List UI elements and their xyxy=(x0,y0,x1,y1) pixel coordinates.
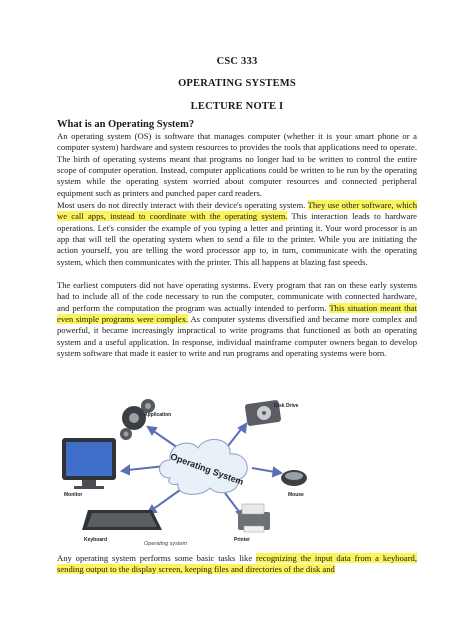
course-title: OPERATING SYSTEMS xyxy=(178,78,296,89)
application-gears-icon xyxy=(120,399,155,440)
paragraph-text: As computer systems diversified and became more complex and powerful, it became increasingly impractical to write programs that functioned as both an operating system and a useful application. In response, individual mainframe computer owners began to develop system software that made it easier to write and run programs and operating systems were born. xyxy=(57,314,417,359)
paragraph-basic-tasks xyxy=(57,553,417,576)
monitor-icon xyxy=(62,438,116,489)
printer-label: Printer xyxy=(234,537,251,543)
operating-system-diagram xyxy=(60,398,360,546)
paragraph-text: The earliest computers did not have operating systems. Every program that ran on these early systems had to include all of the code necessary to run the computer, communicate with connected hardware, and perform the computation the program was actually intended to perform. xyxy=(57,280,417,313)
highlighted-text: This situation meant that even simple programs were complex. xyxy=(57,302,417,325)
highlighted-text: They use other software, which we call apps, instead to coordinate with the operating system. xyxy=(57,200,417,222)
lecture-note-title: LECTURE NOTE I xyxy=(190,101,284,112)
highlighted-text: recognizing the input data from a keyboard, sending output to the display screen, keeping files and directories of the disk and xyxy=(57,553,417,575)
os-cloud-label: Operating System xyxy=(169,451,245,488)
paragraph-early-computers xyxy=(57,280,417,359)
disk-drive-label: Disk Drive xyxy=(274,403,299,409)
mouse-label: Mouse xyxy=(288,492,304,498)
mouse-icon xyxy=(281,470,307,486)
diagram-caption: Operating system xyxy=(144,541,188,546)
paragraph-text: Any operating system performs some basic tasks like xyxy=(57,553,257,563)
application-label: Application xyxy=(144,412,172,418)
paragraph-os-definition: An operating system (OS) is software that manages computer (whether it is your smart phone or a computer system) hardware and system resources to provides the tools that applications need to operate. The birth of operating systems meant that programs no longer had to be written to control the entire scope of computer operation. Instead, computer applications could be written to be run by the operating system while the operating system worried about computer resources and connected peripheral equipment such as printers and punched paper card readers. xyxy=(57,131,417,198)
printer-icon xyxy=(238,504,270,532)
paragraph-users-apps xyxy=(57,200,417,268)
monitor-label: Monitor xyxy=(64,492,83,498)
paragraph-text: Most users do not directly interact with their device's operating system. xyxy=(57,200,308,210)
keyboard-label: Keyboard xyxy=(84,537,108,543)
course-code: CSC 333 xyxy=(216,56,258,67)
os-cloud-icon xyxy=(160,439,248,494)
paragraph-text: This interaction leads to hardware operations. Let's consider the example of you typing a letter and printing it. Your word processor is an app that will tell the operating system when to send a file to the printer. While you are initiating the action yourself, you are telling the word processor app to, in turn, communicate with the operating system, which then communicates with the printer. This all happens at blazing fast speeds. xyxy=(57,211,417,267)
keyboard-icon xyxy=(82,510,162,530)
section-heading: What is an Operating System? xyxy=(57,119,195,130)
